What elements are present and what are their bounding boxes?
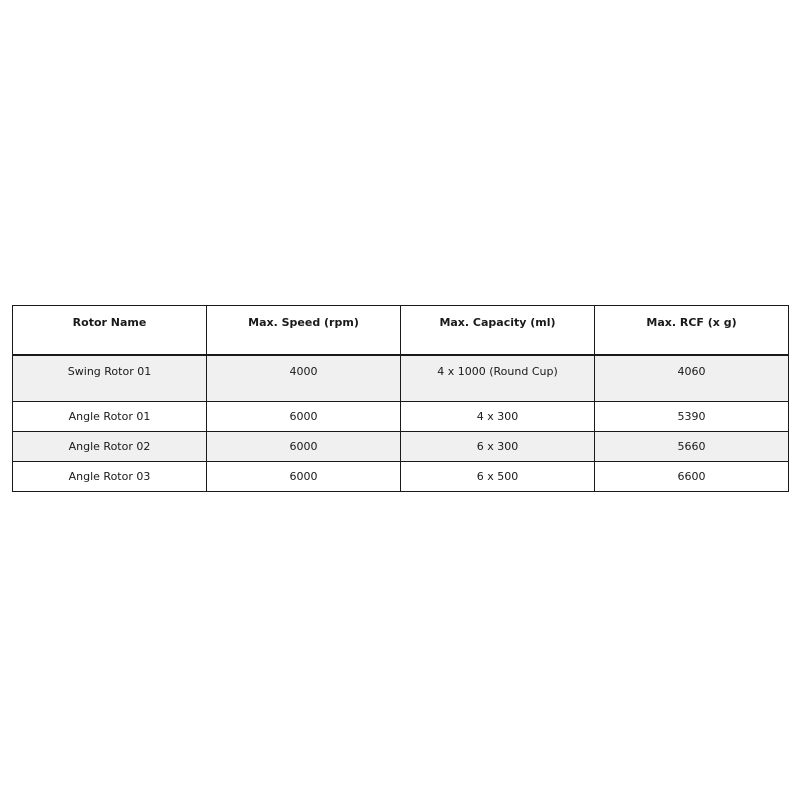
- cell-max-capacity: 6 x 500: [401, 462, 595, 492]
- cell-rotor-name: Swing Rotor 01: [13, 355, 207, 402]
- rotor-spec-table: [12, 305, 789, 492]
- table-row: [13, 355, 789, 402]
- cell-rotor-name: Angle Rotor 02: [13, 432, 207, 462]
- header-max-rcf: Max. RCF (x g): [595, 306, 789, 355]
- cell-rotor-name: Angle Rotor 03: [13, 462, 207, 492]
- table-row: [13, 402, 789, 432]
- cell-max-speed: 6000: [207, 462, 401, 492]
- cell-max-capacity: 4 x 1000 (Round Cup): [401, 355, 595, 402]
- header-max-capacity: Max. Capacity (ml): [401, 306, 595, 355]
- cell-max-capacity: 4 x 300: [401, 402, 595, 432]
- table-header-row: [13, 306, 789, 355]
- cell-max-rcf: 5390: [595, 402, 789, 432]
- table-row: [13, 432, 789, 462]
- header-rotor-name: Rotor Name: [13, 306, 207, 355]
- cell-max-speed: 6000: [207, 402, 401, 432]
- table-row: [13, 462, 789, 492]
- header-max-speed: Max. Speed (rpm): [207, 306, 401, 355]
- cell-max-rcf: 5660: [595, 432, 789, 462]
- cell-max-rcf: 4060: [595, 355, 789, 402]
- cell-rotor-name: Angle Rotor 01: [13, 402, 207, 432]
- cell-max-capacity: 6 x 300: [401, 432, 595, 462]
- cell-max-rcf: 6600: [595, 462, 789, 492]
- cell-max-speed: 4000: [207, 355, 401, 402]
- cell-max-speed: 6000: [207, 432, 401, 462]
